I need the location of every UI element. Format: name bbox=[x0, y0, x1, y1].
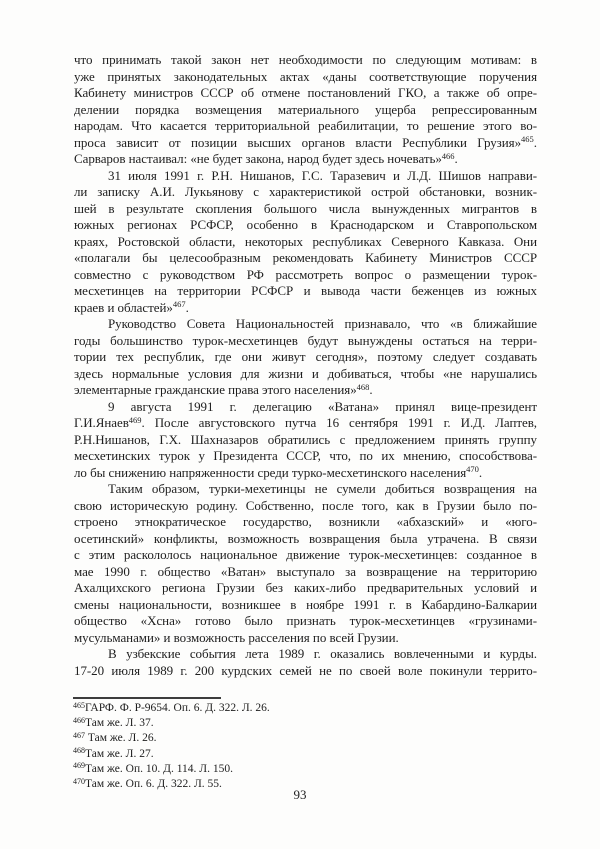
text-line: Сарваров настаивал: «не будет закона, народ будет здесь ночевать»$^{466}$. bbox=[74, 150, 458, 166]
footnote-ref: 467 bbox=[172, 299, 186, 309]
page-number: 93 bbox=[293, 787, 307, 802]
text-line: с этим раскололось национальное движение турок-месхетинцев: созданное в bbox=[74, 547, 537, 562]
text-line: В узбекские события лета 1989 г. оказались вовлеченными и курды. bbox=[108, 646, 537, 661]
text-line: Г.И.Янаев$^{469}$. После августовского путча 16 сентября 1991 г. И.Д. Лаптев, bbox=[74, 414, 537, 430]
text-line: 17-20 июля 1989 г. 200 курдских семей не по своей воле покинули террито- bbox=[74, 662, 537, 678]
footnote-ref: 466 bbox=[441, 150, 455, 161]
text-line: годы большинство турок-месхетинцев будут вынуждены остаться на терри- bbox=[74, 332, 537, 348]
footnote-ref: 470 bbox=[466, 464, 479, 474]
text-line: проса зависит от позиции высших органов власти Республики Грузия»$^{465}$. bbox=[74, 134, 537, 150]
footnote-marker: 469 bbox=[73, 761, 85, 771]
text-line: краях, Ростовской области, некоторых республиках Северного Кавказа. Они bbox=[74, 233, 537, 249]
text-line: шей в результате скопления большого числа вынужденных мигрантов в bbox=[74, 200, 537, 216]
footnote-item: $^{467}$ Там же. Л. 26. bbox=[73, 730, 157, 745]
text-line: южных регионах РСФСР, особенно в Краснодарском и Ставропольском bbox=[74, 217, 537, 232]
footnotes bbox=[73, 701, 537, 792]
footnote-marker: 465 bbox=[73, 700, 85, 710]
text-line: осетинский» конфликты, возможность возвращения была утрачена. В связи bbox=[74, 530, 537, 546]
text-line: строено этнократическое государство, возникли «абхазский» и «юго- bbox=[74, 514, 537, 529]
text-line: совместно с руководством РФ рассмотреть вопрос о размещении турок- bbox=[74, 266, 537, 282]
footnote-item: $^{470}$Там же. Оп. 6. Д. 322. Л. 55. bbox=[73, 776, 222, 791]
text-line: ло бы снижению напряженности среди турко-месхетинского населения$^{470}$. bbox=[74, 464, 483, 480]
text-line: народам. Что касается территориальной реабилитации, то решение этого во- bbox=[74, 118, 537, 133]
footnote-item: $^{469}$Там же. Оп. 10. Д. 114. Л. 150. bbox=[73, 761, 233, 775]
text-line: Руководство Совета Национальностей признавало, что «в ближайшие bbox=[108, 316, 537, 331]
footnote-item: $^{465}$ГАРФ. Ф. Р-9654. Оп. 6. Д. 322. Л. 26. bbox=[73, 700, 270, 714]
text-line: элементарные гражданские права этого населения»$^{468}$. bbox=[74, 381, 373, 397]
footnote-ref: 469 bbox=[128, 414, 142, 425]
text-line: здесь нормальные условия для жизни и добиваться, чтобы «не нарушались bbox=[74, 365, 537, 381]
footnote-item: $^{466}$Там же. Л. 37. bbox=[73, 715, 154, 730]
text-line: краев и областей»$^{467}$. bbox=[74, 299, 189, 315]
text-line: Р.Н.Нишанов, Г.Х. Шахназаров обратились с предложением принять группу bbox=[74, 431, 537, 447]
text-line: 9 августа 1991 г. делегацию «Ватана» принял вице-президент bbox=[108, 398, 537, 414]
text-line: что принимать такой закон нет необходимости по следующим мотивам: в bbox=[74, 52, 537, 67]
footnote-marker: 470 bbox=[73, 776, 85, 786]
text-line: делении порядка возмещения материального ущерба репрессированным bbox=[74, 101, 537, 117]
footnote-ref: 468 bbox=[356, 381, 370, 392]
text-line: месхетинцев на территории РСФСР и вывода части беженцев из южных bbox=[74, 283, 537, 298]
footnote-marker: 468 bbox=[73, 746, 85, 756]
text-line: свою историческую родину. Собственно, после того, как в Грузии было по- bbox=[74, 497, 537, 513]
text-line: тории тех республик, где они живут сегодня», поэтому следует создавать bbox=[74, 349, 537, 364]
text-line: ли записку А.И. Лукьянову с характеристикой острой обстановки, возник- bbox=[74, 184, 537, 199]
text-line: «полагали бы целесообразным рекомендовать Кабинету Министров СССР bbox=[74, 250, 537, 265]
text-line: мае 1990 г. общество «Ватан» выступало за возвращение на территорию bbox=[74, 563, 537, 579]
text-line: смены национальности, возникшее в ноябре 1991 г. в Кабардино-Балкарии bbox=[74, 596, 537, 612]
text-line: общество «Хсна» готово было признать турок-месхетинцев «грузинами- bbox=[74, 613, 537, 628]
text-line: Таким образом, турки-мехетинцы не сумели добиться возвращения на bbox=[108, 481, 537, 496]
text-line: 31 июля 1991 г. Р.Н. Нишанов, Г.С. Таразевич и Л.Д. Шишов направи- bbox=[108, 167, 537, 183]
text-line: месхетинских турок у Президента СССР, что, по их мнению, способствова- bbox=[74, 448, 537, 463]
footnote-marker: 467 bbox=[73, 730, 85, 740]
footnote-separator bbox=[73, 697, 221, 699]
text-line: уже принятых законодательных актах «даны соответствующие поручения bbox=[74, 68, 537, 84]
text-line: мусульманами» и возможность расселения по всей Грузии. bbox=[74, 629, 399, 645]
footnote-marker: 466 bbox=[73, 715, 85, 725]
body-text bbox=[74, 52, 537, 679]
footnote-item: $^{468}$Там же. Л. 27. bbox=[73, 746, 154, 760]
text-line: Ахалцихского региона Грузии без каких-либо предварительных условий и bbox=[74, 580, 537, 595]
text-line: Кабинету министров СССР об отмене постановлений ГКО, а также об опре- bbox=[74, 85, 537, 100]
footnote-ref: 465 bbox=[521, 134, 534, 144]
